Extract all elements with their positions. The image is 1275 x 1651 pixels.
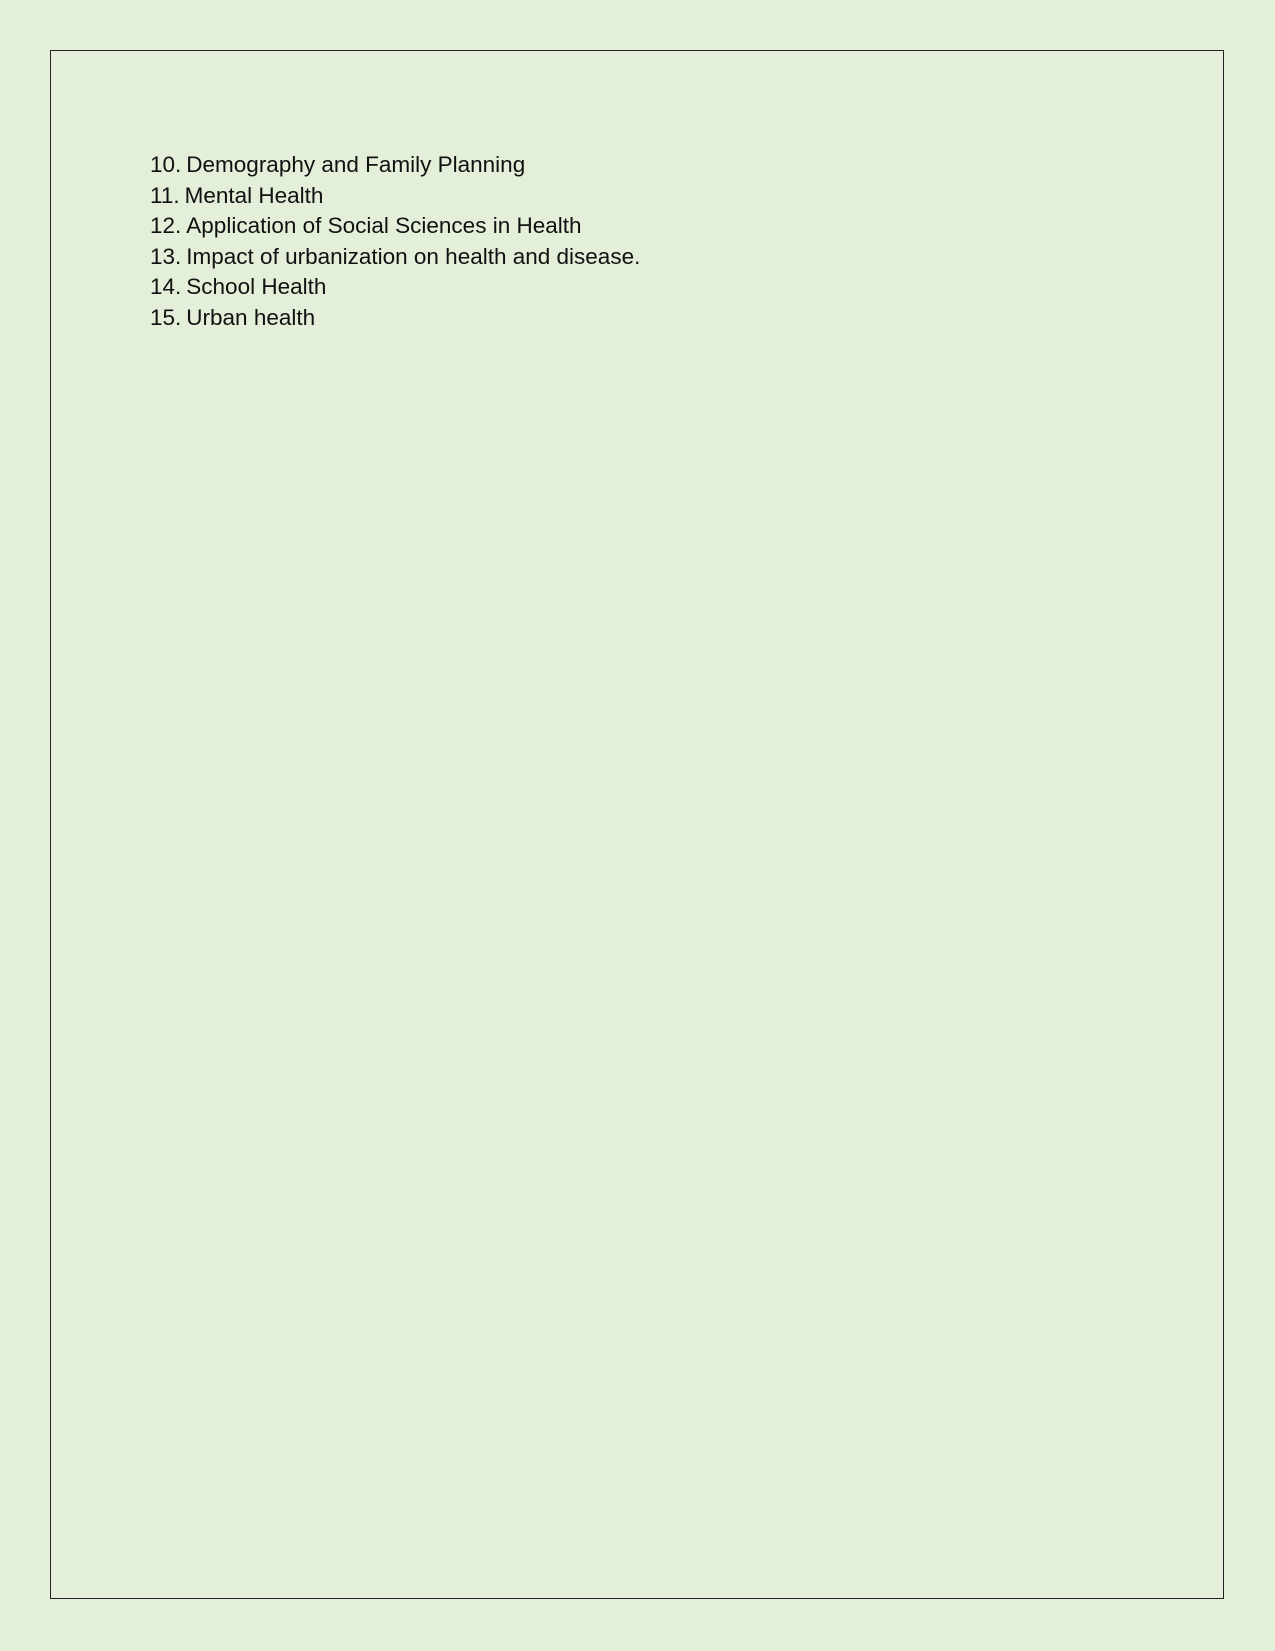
list-item-text: Mental Health [184, 182, 324, 208]
topic-list [150, 150, 640, 334]
list-item-number: 14. [150, 274, 182, 300]
list-item-number: 13. [150, 243, 182, 269]
list-item [150, 303, 640, 334]
list-item-number: 12. [150, 213, 182, 239]
list-item-number: 15. [150, 304, 182, 330]
list-item [150, 272, 640, 303]
list-item-text: Impact of urbanization on health and disease. [186, 243, 641, 269]
list-item [150, 181, 640, 212]
list-item-number: 10. [150, 152, 182, 177]
list-item-text: Application of Social Sciences in Health [186, 213, 582, 239]
list-item-text: Demography and Family Planning [186, 152, 526, 177]
list-item-text: Urban health [186, 304, 316, 330]
list-item [150, 150, 640, 181]
list-item-text: School Health [186, 274, 327, 300]
list-item [150, 211, 640, 242]
list-item [150, 242, 640, 273]
list-item-number: 11. [150, 182, 180, 208]
